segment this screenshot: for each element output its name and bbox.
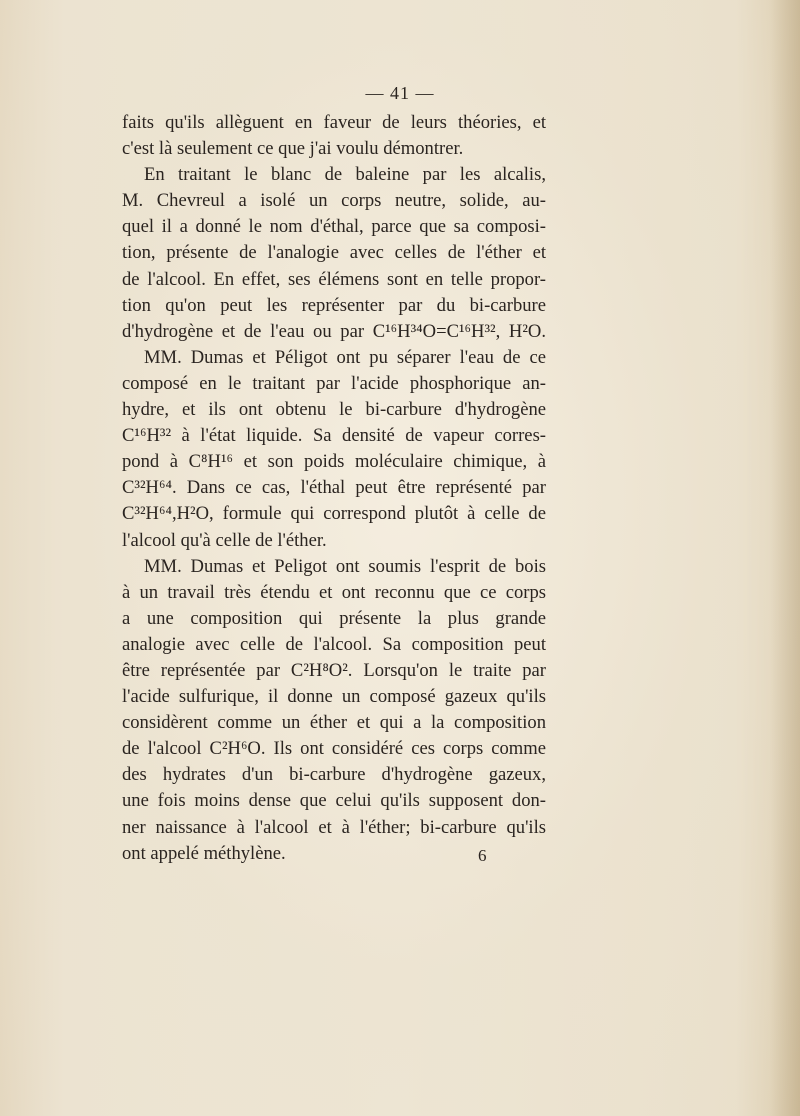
text-line: de l'alcool. En effet, ses élémens sont en telle propor- [122,268,546,290]
text-line: quel il a donné le nom d'éthal, parce que sa composi- [122,216,546,238]
page-number: — 41 — [365,83,435,103]
text-line: tion, présente de l'analogie avec celles de l'éther et [122,242,546,264]
text-line: C³²H⁶⁴,H²O, formule qui correspond plutôt à celle de [122,503,546,525]
text-line: a une composition qui présente la plus grande [122,607,546,629]
text-line: une fois moins dense que celui qu'ils supposent don- [122,790,546,812]
text-line: MM. Dumas et Péligot ont pu séparer l'eau de ce [144,346,546,368]
text-line: En traitant le blanc de baleine par les alcalis, [144,164,546,186]
text-line: M. Chevreul a isolé un corps neutre, solide, au- [122,190,546,212]
text-line: pond à C⁸H¹⁶ et son poids moléculaire chimique, à [122,451,546,473]
text-line: ont appelé méthylène. [122,842,286,864]
text-line: considèrent comme un éther et qui a la composition [122,712,546,734]
text-line: à un travail très étendu et ont reconnu que ce corps [122,581,546,603]
text-line: tion qu'on peut les représenter par du bi-carbure [122,294,546,316]
text-line: hydre, et ils ont obtenu le bi-carbure d'hydrogène [122,399,546,421]
text-line: faits qu'ils allèguent en faveur de leurs théories, et [122,112,546,133]
text-line: C³²H⁶⁴. Dans ce cas, l'éthal peut être représenté par [122,477,546,499]
text-line: c'est là seulement ce que j'ai voulu démontrer. [122,138,464,160]
text-line: des hydrates d'un bi-carbure d'hydrogène gazeux, [122,764,546,786]
text-line: ner naissance à l'alcool et à l'éther; bi-carbure qu'ils [122,816,546,838]
text-line: l'alcool qu'à celle de l'éther. [122,529,327,551]
text-line: composé en le traitant par l'acide phosphorique an- [122,372,546,394]
signature-mark: 6 [478,846,487,865]
text-line: C¹⁶H³² à l'état liquide. Sa densité de vapeur corres- [122,425,546,447]
text-line: MM. Dumas et Peligot ont soumis l'esprit de bois [144,555,546,577]
text-line: de l'alcool C²H⁶O. Ils ont considéré ces corps comme [122,738,546,760]
text-line: analogie avec celle de l'alcool. Sa composition peut [122,633,546,655]
page-edge-shadow [770,0,800,1116]
text-line: d'hydrogène et de l'eau ou par C¹⁶H³⁴O=C¹⁶H³², H²O. [122,320,546,342]
text-line: l'acide sulfurique, il donne un composé gazeux qu'ils [122,686,546,708]
text-line: être représentée par C²H⁸O². Lorsqu'on le traite par [122,659,546,681]
body-text [122,110,546,867]
